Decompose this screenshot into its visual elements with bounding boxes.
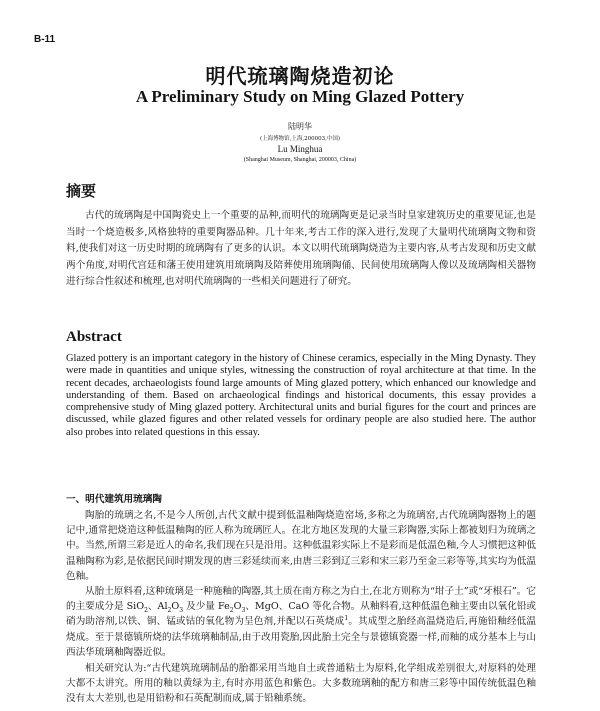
body-text: 、Al xyxy=(147,601,168,613)
body-text: 。其成型之胎经高温烧造后,再施铅釉经低温烧成。至于景德镇所烧的法华琉璃釉制品,由于改用瓷胎,因此胎土完全与景德镇瓷器一样,而釉的成分基本上与山西法华琉璃釉陶器近似。 xyxy=(66,616,536,658)
body-paragraph: 相关研究认为:“古代建筑琉璃制品的胎都采用当地自土或普通粘土为原料,化学组成差别很大,对原料的处理大都不太讲究。所用的釉以黄绿为主,有时亦用蓝色和紫色。大多数琉璃釉的配方和唐三彩等中国传统低温色釉没有太大差别,也是用铅粉和石英配制而成,属于铅釉系统。 xyxy=(66,663,536,705)
body-text: 、MgO、CaO 等化合物。从釉料看,这种低温色釉主要由以氧化铅或硝为助溶剂,以铁、铜、锰或钴的氧化物为呈色剂,并配以石英烧成 xyxy=(66,601,537,628)
subscript: 3 xyxy=(241,607,246,615)
body-text: O xyxy=(233,601,242,613)
title-english: A Preliminary Study on Ming Glazed Pottery xyxy=(135,87,465,106)
page-number: B-11 xyxy=(34,34,56,45)
body-paragraph: 陶胎的琉璃之名,不是今人所创,古代文献中提到低温釉陶烧造窑场,多称之为琉璃窑,古代琉璃陶器物上的题记中,通常把烧造这种低温釉陶的匠人称为琉璃匠人。在北方地区发现的大量三彩陶器,实际上都被划归为琉璃之中。当然,所谓三彩是近人的命名,我们现在只是沿用。这种低温彩实际上不是彩而是低温色釉,今人习惯把这种低温釉陶称为彩,是依据民间时期发现的唐三彩延续而来,由唐三彩到辽三彩和宋三彩乃至金三彩等等,其实均为低温色釉。 xyxy=(66,510,536,582)
subscript: 2 xyxy=(144,607,148,615)
subscript: 2 xyxy=(167,607,172,615)
abstract-chinese-text: 古代的琉璃陶是中国陶瓷史上一个重要的品种,而明代的琉璃陶更是记录当时皇家建筑历史的重要见证,也是当时一个烧造极多,风格独特的重要陶器品种。几十年来,考古工作的深入进行,发现了大量明代琉璃陶文物和资料,使我们对这一历史时期的琉璃陶有了更多的认识。本文以明代琉璃陶烧造为主要内容,从考古发现和历史文献两个角度,对明代宫廷和藩王使用建筑用琉璃陶及陪葬使用琉璃陶俑、民间使用琉璃陶人像以及琉璃陶相关器物进行综合性叙述和梳理,也对明代琉璃陶的一些相关问题进行了研究。 xyxy=(66,210,536,288)
body-paragraph xyxy=(66,584,536,660)
body-text: 从胎土原料看,这种琉璃是一种施釉的陶器,其土质在南方称之为白土,在北方则称为“坩子土”或“牙根石”。它的主要成分是 SiO xyxy=(66,586,536,613)
author-english: Lu Minghua xyxy=(277,144,323,154)
affiliation-english: (Shanghai Museum, Shanghai, 200003, China) xyxy=(243,157,357,163)
body-text: O xyxy=(171,601,180,613)
section-heading: 一、明代建筑用琉璃陶 xyxy=(66,494,162,505)
abstract-english-text: Glazed pottery is an important category in the history of Chinese ceramics, especially in the Ming Dynasty. They were made in quantities and unique styles, witnessing the construction of royal architecture at that time. In the recent decades, archaeologists found large amounts of Ming glazed pottery, which enhanced our knowledge and understanding of them. Based on archaeological findings and historical documents, this essay provides a comprehensive study of Ming glazed pottery. Architectural units and burial figures for the court and princes are discussed, while glazed figures and other related vessels for ordinary people are also studied here. The author also probes into related questions in this essay. xyxy=(66,353,536,438)
author-chinese: 陆明华 xyxy=(288,122,312,131)
title-chinese: 明代琉璃陶烧造初论 xyxy=(205,64,395,88)
abstract-chinese-heading: 摘要 xyxy=(66,182,97,200)
footnote-marker: 1 xyxy=(344,615,349,623)
subscript: 2 xyxy=(229,607,234,615)
body-text: 及少量 Fe xyxy=(183,601,230,613)
affiliation-chinese: (上海博物馆,上海,200003,中国) xyxy=(259,136,341,142)
abstract-english-heading: Abstract xyxy=(66,329,122,345)
subscript: 3 xyxy=(179,607,184,615)
